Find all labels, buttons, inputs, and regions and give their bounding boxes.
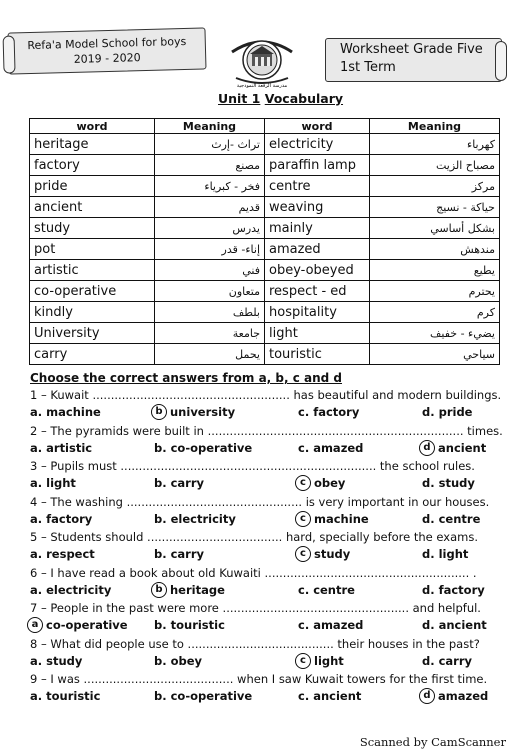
option-label: b. co-operative — [154, 689, 253, 703]
word-cell: study — [30, 218, 155, 239]
answer-circle-icon — [295, 475, 311, 491]
option-label: a. artistic — [30, 440, 93, 455]
answer-option — [154, 512, 236, 526]
question-text: 2 – The pyramids were built in ...................................................................... times. — [30, 423, 503, 438]
option-label: c. factory — [298, 405, 360, 419]
meaning-cell: فخر - كبرياء — [155, 176, 265, 197]
school-banner — [7, 27, 206, 74]
table-row — [30, 218, 500, 239]
answer-option — [154, 689, 252, 703]
table-row — [30, 281, 500, 302]
option-label: b. carry — [154, 476, 205, 490]
meaning-cell: يدرس — [155, 218, 265, 239]
option-label: d. carry — [422, 653, 473, 668]
school-year: 2019 - 2020 — [73, 51, 141, 66]
option-label: a. electricity — [30, 582, 112, 597]
circled-letter: c — [300, 654, 306, 666]
vocabulary-table — [29, 118, 500, 365]
option-label: a. factory — [30, 511, 93, 526]
word-cell: weaving — [265, 197, 370, 218]
table-row — [30, 239, 500, 260]
circled-answer — [154, 405, 235, 419]
circled-answer — [422, 441, 486, 455]
table-row — [30, 302, 500, 323]
option-label: heritage — [170, 582, 225, 597]
answer-circle-icon — [27, 617, 43, 633]
answer-option — [30, 689, 100, 703]
option-label: d. study — [422, 476, 475, 490]
question-text: 7 – People in the past were more ................................................... and helpful. — [30, 601, 481, 615]
scanner-watermark: Scanned by CamScanner — [359, 735, 506, 749]
meaning-cell: فني — [155, 260, 265, 281]
option-label: b. carry — [154, 547, 205, 561]
circled-letter: d — [423, 690, 431, 701]
answer-circle-icon — [295, 653, 311, 669]
answer-circle-icon — [151, 404, 167, 420]
word-cell: mainly — [265, 218, 370, 239]
unit-heading — [218, 91, 343, 106]
question-text: 5 – Students should ..................................... hard, specially before the exams. — [30, 530, 478, 544]
worksheet-title: Worksheet Grade Five — [340, 42, 483, 57]
option-label: d. pride — [422, 405, 473, 419]
option-label: a. machine — [30, 405, 101, 419]
option-label: co-operative — [46, 618, 128, 632]
word-cell: light — [265, 323, 370, 344]
school-name: Refa'a Model School for boys — [27, 34, 187, 53]
answer-option — [154, 654, 202, 668]
circled-letter: c — [300, 477, 306, 488]
option-label: d. light — [422, 547, 469, 561]
circled-answer — [298, 654, 344, 668]
word-cell: centre — [265, 176, 370, 197]
meaning-cell: مصنع — [155, 155, 265, 176]
answer-option — [154, 476, 204, 490]
meaning-cell: مندهش — [370, 239, 500, 260]
circled-letter: d — [423, 441, 431, 453]
exercise-instruction: Choose the correct answers from a, b, c and d — [30, 371, 343, 385]
word-cell: pot — [30, 239, 155, 260]
meaning-cell: يحمل — [155, 344, 265, 365]
circled-answer — [154, 583, 225, 597]
meaning-cell: إناء- قدر — [155, 239, 265, 260]
question-text: 9 – I was ......................................... when I saw Kuwait towers for the first time. — [30, 672, 488, 686]
answer-option — [298, 583, 355, 597]
word-cell: electricity — [265, 134, 370, 155]
answer-option — [422, 547, 468, 561]
option-label: d. ancient — [422, 618, 487, 632]
circled-letter: b — [155, 583, 163, 595]
word-cell: amazed — [265, 239, 370, 260]
answer-circle-icon — [295, 511, 311, 527]
word-cell: pride — [30, 176, 155, 197]
answer-option — [154, 441, 252, 455]
school-logo — [226, 30, 298, 90]
answer-option — [154, 618, 225, 632]
meaning-cell: يحترم — [370, 281, 500, 302]
option-label: a. study — [30, 653, 83, 668]
option-label: light — [314, 653, 344, 668]
answer-option — [422, 476, 475, 490]
answer-option — [422, 512, 480, 526]
table-row — [30, 344, 500, 365]
question-text: 3 – Pupils must ...................................................................... the school rules. — [30, 459, 475, 473]
circled-letter: a — [31, 619, 39, 630]
logo-caption: مدرسة الرفعة النموذجية — [236, 83, 288, 89]
meaning-cell: يطيع — [370, 260, 500, 281]
word-cell: artistic — [30, 260, 155, 281]
word-cell: obey-obeyed — [265, 260, 370, 281]
meaning-cell: سياحي — [370, 344, 500, 365]
column-header: Meaning — [370, 119, 500, 134]
circled-answer — [298, 547, 350, 561]
option-label: c. amazed — [298, 618, 364, 632]
table-row — [30, 197, 500, 218]
word-cell: co-operative — [30, 281, 155, 302]
option-label: b. electricity — [154, 511, 236, 526]
circled-letter: c — [300, 548, 306, 559]
answer-option — [298, 405, 359, 419]
option-label: b. touristic — [154, 618, 225, 632]
answer-option — [298, 441, 363, 455]
table-row — [30, 323, 500, 344]
meaning-cell: كرم — [370, 302, 500, 323]
answer-option — [422, 654, 472, 668]
option-label: university — [170, 405, 236, 419]
word-cell: paraffin lamp — [265, 155, 370, 176]
option-label: ancient — [438, 440, 487, 455]
word-cell: heritage — [30, 134, 155, 155]
option-label: c. centre — [298, 582, 355, 597]
answer-option — [298, 689, 361, 703]
meaning-cell: تراث -إرث — [155, 134, 265, 155]
circled-answer — [298, 476, 345, 490]
meaning-cell: مصباح الزيت — [370, 155, 500, 176]
word-cell: touristic — [265, 344, 370, 365]
unit-label: Unit 1 — [218, 91, 261, 106]
table-row — [30, 176, 500, 197]
unit-topic: Vocabulary — [264, 91, 344, 106]
question-text: 6 – I have read a book about old Kuwaiti ........................................................ . — [30, 565, 477, 580]
answer-option — [30, 654, 82, 668]
option-label: amazed — [438, 689, 489, 703]
word-cell: kindly — [30, 302, 155, 323]
answer-option — [298, 618, 363, 632]
option-label: b. co-operative — [154, 440, 253, 455]
option-label: study — [314, 547, 351, 561]
answer-option — [422, 583, 485, 597]
answer-option — [422, 618, 487, 632]
answer-circle-icon — [295, 546, 311, 562]
option-label: obey — [314, 476, 346, 490]
table-row — [30, 260, 500, 281]
term-label: 1st Term — [340, 60, 396, 75]
banner-scroll-curl — [495, 41, 507, 81]
option-label: b. obey — [154, 653, 203, 668]
option-label: d. centre — [422, 511, 481, 526]
answer-option — [30, 512, 92, 526]
option-label: a. respect — [30, 547, 95, 561]
option-label: machine — [314, 511, 369, 526]
meaning-cell: حياكة - نسيج — [370, 197, 500, 218]
option-label: a. touristic — [30, 689, 101, 703]
word-cell: factory — [30, 155, 155, 176]
table-header-row — [30, 119, 500, 134]
answer-option — [30, 441, 92, 455]
answer-circle-icon — [419, 688, 435, 704]
answer-option — [422, 405, 472, 419]
meaning-cell: بشكل أساسي — [370, 218, 500, 239]
option-label: a. light — [30, 476, 76, 490]
circled-answer — [30, 618, 128, 632]
word-cell: ancient — [30, 197, 155, 218]
question-text: 1 – Kuwait ...................................................... has beautiful and modern buildings. — [30, 388, 502, 402]
column-header: Meaning — [155, 119, 265, 134]
table-row — [30, 134, 500, 155]
answer-option — [30, 476, 76, 490]
circled-letter: c — [300, 512, 306, 524]
word-cell: hospitality — [265, 302, 370, 323]
table-row — [30, 155, 500, 176]
worksheet-banner — [325, 38, 502, 82]
meaning-cell: مركز — [370, 176, 500, 197]
meaning-cell: قديم — [155, 197, 265, 218]
answer-circle-icon — [419, 440, 435, 456]
answer-circle-icon — [151, 582, 167, 598]
option-label: d. factory — [422, 582, 485, 597]
column-header: word — [265, 119, 370, 134]
meaning-cell: متعاون — [155, 281, 265, 302]
meaning-cell: يضيء - خفيف — [370, 323, 500, 344]
option-label: c. ancient — [298, 689, 362, 703]
column-header: word — [30, 119, 155, 134]
word-cell: carry — [30, 344, 155, 365]
answer-option — [154, 547, 204, 561]
word-cell: University — [30, 323, 155, 344]
answer-option — [30, 583, 111, 597]
option-label: c. amazed — [298, 440, 364, 455]
question-text: 8 – What did people use to ........................................ their houses in the past? — [30, 636, 480, 651]
meaning-cell: كهرباء — [370, 134, 500, 155]
circled-answer — [298, 512, 369, 526]
answer-option — [30, 547, 95, 561]
circled-letter: b — [155, 406, 163, 417]
word-cell: respect - ed — [265, 281, 370, 302]
meaning-cell: بلطف — [155, 302, 265, 323]
circled-answer — [422, 689, 488, 703]
question-text: 4 – The washing ................................................ is very important in our houses. — [30, 494, 490, 509]
answer-option — [30, 405, 101, 419]
meaning-cell: جامعة — [155, 323, 265, 344]
